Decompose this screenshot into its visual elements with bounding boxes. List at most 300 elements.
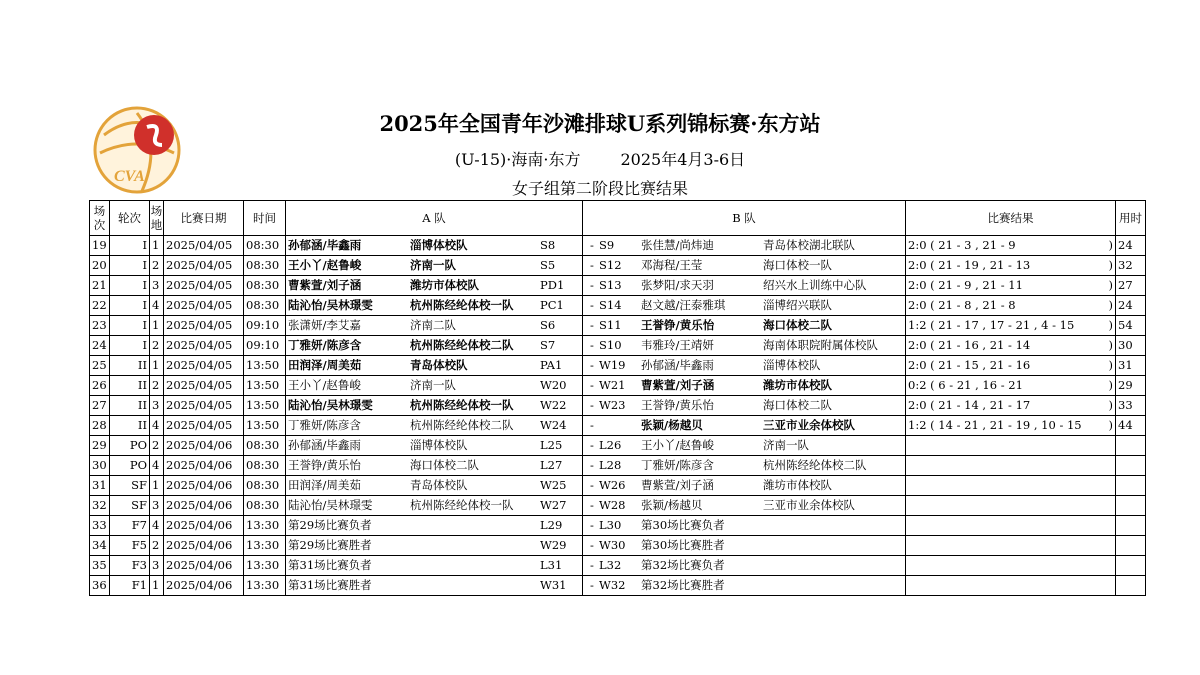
match-time: 08:30	[244, 256, 286, 276]
versus-dash: -	[590, 378, 594, 392]
team-b-cell	[583, 336, 906, 356]
table-row	[90, 236, 1146, 256]
team-a-code: W27	[540, 498, 567, 512]
match-date: 2025/04/05	[164, 416, 244, 436]
match-time: 13:30	[244, 516, 286, 536]
team-b-cell	[583, 476, 906, 496]
round: I	[110, 316, 150, 336]
duration	[1116, 576, 1146, 596]
match-no: 36	[90, 576, 110, 596]
match-no: 31	[90, 476, 110, 496]
table-row	[90, 516, 1146, 536]
duration	[1116, 476, 1146, 496]
round: F1	[110, 576, 150, 596]
col-team-a: A 队	[286, 201, 583, 236]
team-a-cell	[286, 396, 583, 416]
team-b-pair: 王小丫/赵鲁峻	[641, 438, 714, 452]
match-date: 2025/04/05	[164, 356, 244, 376]
result-cell	[906, 256, 1116, 276]
team-a-cell	[286, 576, 583, 596]
team-b-team: 淄博绍兴联队	[763, 298, 832, 312]
match-no: 34	[90, 536, 110, 556]
team-a-cell	[286, 556, 583, 576]
team-a-pair: 田润泽/周美茹	[288, 478, 361, 492]
result-close: )	[1108, 378, 1113, 392]
match-no: 29	[90, 436, 110, 456]
round: F3	[110, 556, 150, 576]
team-a-team: 青岛体校队	[410, 478, 468, 492]
court: 4	[150, 456, 164, 476]
versus-dash: -	[590, 518, 594, 532]
result-score: 2:0 ( 21 - 3 , 21 - 9	[908, 238, 1016, 252]
round: II	[110, 356, 150, 376]
team-a-code: L27	[540, 458, 563, 472]
match-time: 13:30	[244, 536, 286, 556]
table-row	[90, 356, 1146, 376]
result-cell	[906, 576, 1116, 596]
versus-dash: -	[590, 538, 594, 552]
team-b-team: 济南一队	[763, 438, 809, 452]
team-a-pair: 第29场比赛负者	[288, 518, 372, 532]
team-b-team: 潍坊市体校队	[763, 378, 832, 392]
result-cell	[906, 376, 1116, 396]
court: 4	[150, 416, 164, 436]
team-b-pair: 孙郁涵/毕鑫雨	[641, 358, 714, 372]
result-cell	[906, 516, 1116, 536]
team-a-pair: 王小丫/赵鲁峻	[288, 258, 362, 272]
match-no: 32	[90, 496, 110, 516]
team-b-code: L32	[599, 558, 622, 572]
page-title: 2025年全国青年沙滩排球U系列锦标赛·东方站	[379, 111, 821, 136]
team-b-team: 绍兴水上训练中心队	[763, 278, 867, 292]
round: II	[110, 396, 150, 416]
duration: 44	[1116, 416, 1146, 436]
versus-dash: -	[590, 298, 594, 312]
team-b-cell	[583, 296, 906, 316]
team-b-code: W30	[599, 538, 626, 552]
team-a-team: 杭州陈经纶体校一队	[410, 298, 514, 312]
versus-dash: -	[590, 278, 594, 292]
court: 4	[150, 516, 164, 536]
result-cell	[906, 456, 1116, 476]
team-a-team: 杭州陈经纶体校二队	[410, 418, 514, 432]
versus-dash: -	[590, 358, 594, 372]
team-a-cell	[286, 296, 583, 316]
col-round: 轮次	[110, 201, 150, 236]
team-a-code: W31	[540, 578, 567, 592]
match-time: 09:10	[244, 336, 286, 356]
match-no: 28	[90, 416, 110, 436]
table-row	[90, 316, 1146, 336]
team-a-cell	[286, 356, 583, 376]
result-close: )	[1108, 318, 1113, 332]
col-duration: 用时	[1116, 201, 1146, 236]
team-b-pair: 曹紫萱/刘子涵	[641, 378, 715, 392]
round: I	[110, 296, 150, 316]
team-a-pair: 第31场比赛胜者	[288, 578, 372, 592]
versus-dash: -	[590, 258, 594, 272]
team-a-cell	[286, 416, 583, 436]
team-b-team: 海口体校二队	[763, 318, 832, 332]
round: F7	[110, 516, 150, 536]
table-row	[90, 376, 1146, 396]
result-score: 2:0 ( 21 - 9 , 21 - 11	[908, 278, 1023, 292]
match-date: 2025/04/05	[164, 316, 244, 336]
logo-text: CVA	[114, 168, 145, 185]
match-no: 30	[90, 456, 110, 476]
team-b-team: 海口体校二队	[763, 398, 832, 412]
table-row	[90, 276, 1146, 296]
result-cell	[906, 336, 1116, 356]
team-a-cell	[286, 336, 583, 356]
team-a-cell	[286, 516, 583, 536]
team-a-cell	[286, 316, 583, 336]
team-a-code: W24	[540, 418, 567, 432]
round: PO	[110, 456, 150, 476]
result-cell	[906, 236, 1116, 256]
team-a-team: 济南一队	[410, 378, 456, 392]
team-a-team: 杭州陈经纶体校一队	[410, 398, 514, 412]
team-b-code: W28	[599, 498, 626, 512]
table-row	[90, 296, 1146, 316]
team-b-team: 三亚市业余体校队	[763, 498, 855, 512]
team-a-pair: 第31场比赛负者	[288, 558, 372, 572]
team-a-code: PC1	[540, 298, 564, 312]
match-time: 08:30	[244, 476, 286, 496]
result-cell	[906, 496, 1116, 516]
team-b-cell	[583, 316, 906, 336]
round: F5	[110, 536, 150, 556]
match-time: 13:50	[244, 396, 286, 416]
match-no: 27	[90, 396, 110, 416]
match-no: 24	[90, 336, 110, 356]
match-no: 26	[90, 376, 110, 396]
team-a-code: L29	[540, 518, 563, 532]
team-b-cell	[583, 376, 906, 396]
result-score: 2:0 ( 21 - 8 , 21 - 8	[908, 298, 1016, 312]
duration: 31	[1116, 356, 1146, 376]
duration	[1116, 536, 1146, 556]
team-a-cell	[286, 256, 583, 276]
team-b-code: L28	[599, 458, 622, 472]
result-close: )	[1108, 398, 1113, 412]
team-b-pair: 张佳慧/尚炜迪	[641, 238, 714, 252]
team-b-cell	[583, 416, 906, 436]
team-a-pair: 陆沁怡/吴林璟雯	[288, 498, 373, 512]
team-a-code: S7	[540, 338, 556, 352]
team-b-code: S9	[599, 238, 615, 252]
team-b-cell	[583, 276, 906, 296]
duration	[1116, 496, 1146, 516]
team-b-code: L30	[599, 518, 622, 532]
table-row	[90, 416, 1146, 436]
team-b-team: 淄博体校队	[763, 358, 821, 372]
versus-dash: -	[590, 418, 594, 432]
match-date: 2025/04/05	[164, 396, 244, 416]
court: 1	[150, 316, 164, 336]
team-b-pair: 张梦阳/求天羽	[641, 278, 714, 292]
match-date: 2025/04/05	[164, 256, 244, 276]
team-a-team: 青岛体校队	[410, 358, 468, 372]
court: 2	[150, 536, 164, 556]
match-no: 22	[90, 296, 110, 316]
team-b-team: 三亚市业余体校队	[763, 418, 855, 432]
team-b-code: S14	[599, 298, 622, 312]
round: II	[110, 416, 150, 436]
team-a-team: 淄博体校队	[410, 238, 468, 252]
col-match-no: 场次	[90, 201, 110, 236]
table-row	[90, 496, 1146, 516]
team-a-code: L25	[540, 438, 563, 452]
match-time: 13:30	[244, 556, 286, 576]
team-a-pair: 孙郁涵/毕鑫雨	[288, 238, 362, 252]
team-b-pair: 第30场比赛负者	[641, 518, 725, 532]
table-row	[90, 536, 1146, 556]
match-no: 20	[90, 256, 110, 276]
team-a-code: S5	[540, 258, 556, 272]
col-team-b: B 队	[583, 201, 906, 236]
result-score: 1:2 ( 14 - 21 , 21 - 19 , 10 - 15	[908, 418, 1082, 432]
round: PO	[110, 436, 150, 456]
team-b-cell	[583, 236, 906, 256]
team-a-cell	[286, 536, 583, 556]
team-b-code: S11	[599, 318, 622, 332]
versus-dash: -	[590, 318, 594, 332]
result-close: )	[1108, 238, 1113, 252]
match-date: 2025/04/05	[164, 276, 244, 296]
team-a-code: PD1	[540, 278, 565, 292]
match-no: 19	[90, 236, 110, 256]
team-b-code: W19	[599, 358, 626, 372]
result-cell	[906, 316, 1116, 336]
match-date: 2025/04/06	[164, 496, 244, 516]
sheet-title: 女子组第二阶段比赛结果	[511, 179, 688, 198]
team-b-code: W21	[599, 378, 626, 392]
team-a-pair: 陆沁怡/吴林璟雯	[288, 298, 373, 312]
match-time: 08:30	[244, 296, 286, 316]
team-b-pair: 邓海程/王莹	[641, 258, 703, 272]
table-row	[90, 576, 1146, 596]
match-date: 2025/04/05	[164, 336, 244, 356]
team-a-pair: 王小丫/赵鲁峻	[288, 378, 361, 392]
team-a-pair: 田润泽/周美茹	[288, 358, 362, 372]
table-row	[90, 256, 1146, 276]
round: I	[110, 236, 150, 256]
duration: 27	[1116, 276, 1146, 296]
col-court: 场地	[150, 201, 164, 236]
result-close: )	[1108, 358, 1113, 372]
versus-dash: -	[590, 338, 594, 352]
team-a-code: S6	[540, 318, 556, 332]
team-a-pair: 陆沁怡/吴林璟雯	[288, 398, 373, 412]
team-b-cell	[583, 556, 906, 576]
team-a-code: W29	[540, 538, 567, 552]
table-row	[90, 396, 1146, 416]
result-close: )	[1108, 338, 1113, 352]
match-date: 2025/04/06	[164, 536, 244, 556]
team-a-pair: 丁雅妍/陈彦含	[288, 418, 361, 432]
team-b-pair: 赵文越/汪泰雅琪	[641, 298, 726, 312]
team-b-code: L26	[599, 438, 622, 452]
match-time: 08:30	[244, 236, 286, 256]
match-date: 2025/04/06	[164, 436, 244, 456]
round: II	[110, 376, 150, 396]
result-cell	[906, 356, 1116, 376]
team-b-code: S12	[599, 258, 622, 272]
match-time: 09:10	[244, 316, 286, 336]
team-a-pair: 王誉铮/黄乐怡	[288, 458, 361, 472]
table-row	[90, 476, 1146, 496]
court: 3	[150, 396, 164, 416]
team-a-pair: 第29场比赛胜者	[288, 538, 372, 552]
result-score: 2:0 ( 21 - 19 , 21 - 13	[908, 258, 1031, 272]
versus-dash: -	[590, 438, 594, 452]
team-a-cell	[286, 276, 583, 296]
subtitle-dates: 2025年4月3-6日	[620, 150, 746, 169]
result-close: )	[1108, 418, 1113, 432]
team-a-team: 济南一队	[410, 258, 456, 272]
team-a-team: 淄博体校队	[410, 438, 468, 452]
team-a-code: S8	[540, 238, 556, 252]
versus-dash: -	[590, 238, 594, 252]
team-b-team: 海南体职院附属体校队	[763, 338, 878, 352]
match-date: 2025/04/06	[164, 556, 244, 576]
team-a-code: W22	[540, 398, 567, 412]
result-cell	[906, 396, 1116, 416]
versus-dash: -	[590, 498, 594, 512]
result-cell	[906, 476, 1116, 496]
court: 1	[150, 356, 164, 376]
table-row	[90, 436, 1146, 456]
court: 1	[150, 576, 164, 596]
team-b-cell	[583, 256, 906, 276]
team-b-cell	[583, 396, 906, 416]
court: 1	[150, 236, 164, 256]
result-score: 1:2 ( 21 - 17 , 17 - 21 , 4 - 15	[908, 318, 1075, 332]
round: I	[110, 336, 150, 356]
duration	[1116, 556, 1146, 576]
round: SF	[110, 496, 150, 516]
result-cell	[906, 556, 1116, 576]
table-header-row	[90, 201, 1146, 236]
match-time: 08:30	[244, 276, 286, 296]
result-score: 0:2 ( 6 - 21 , 16 - 21	[908, 378, 1023, 392]
duration: 30	[1116, 336, 1146, 356]
versus-dash: -	[590, 398, 594, 412]
round: I	[110, 276, 150, 296]
result-close: )	[1108, 278, 1113, 292]
team-b-pair: 丁雅妍/陈彦含	[641, 458, 714, 472]
results-body	[90, 236, 1146, 596]
team-a-team: 济南二队	[410, 318, 456, 332]
results-table	[89, 200, 1146, 596]
team-a-pair: 张潇妍/李艾嘉	[288, 318, 361, 332]
duration	[1116, 516, 1146, 536]
team-a-cell	[286, 376, 583, 396]
team-a-pair: 丁雅妍/陈彦含	[288, 338, 362, 352]
match-date: 2025/04/06	[164, 456, 244, 476]
match-no: 33	[90, 516, 110, 536]
result-score: 2:0 ( 21 - 16 , 21 - 14	[908, 338, 1031, 352]
table-row	[90, 336, 1146, 356]
result-score: 2:0 ( 21 - 15 , 21 - 16	[908, 358, 1031, 372]
team-a-cell	[286, 456, 583, 476]
versus-dash: -	[590, 478, 594, 492]
team-a-pair: 曹紫萱/刘子涵	[288, 278, 362, 292]
result-cell	[906, 436, 1116, 456]
court: 3	[150, 276, 164, 296]
result-cell	[906, 536, 1116, 556]
team-a-code: PA1	[540, 358, 563, 372]
match-date: 2025/04/05	[164, 296, 244, 316]
team-a-pair: 孙郁涵/毕鑫雨	[288, 438, 361, 452]
versus-dash: -	[590, 558, 594, 572]
team-b-team: 杭州陈经纶体校二队	[763, 458, 867, 472]
match-no: 21	[90, 276, 110, 296]
team-a-cell	[286, 436, 583, 456]
team-b-team: 海口体校一队	[763, 258, 832, 272]
team-b-cell	[583, 536, 906, 556]
court: 1	[150, 476, 164, 496]
duration: 29	[1116, 376, 1146, 396]
round: SF	[110, 476, 150, 496]
team-b-cell	[583, 496, 906, 516]
result-score: 2:0 ( 21 - 14 , 21 - 17	[908, 398, 1031, 412]
team-a-team: 杭州陈经纶体校一队	[410, 498, 514, 512]
versus-dash: -	[590, 578, 594, 592]
team-b-code: W23	[599, 398, 626, 412]
match-date: 2025/04/05	[164, 236, 244, 256]
court: 4	[150, 296, 164, 316]
team-b-pair: 第30场比赛胜者	[641, 538, 725, 552]
duration: 54	[1116, 316, 1146, 336]
match-no: 35	[90, 556, 110, 576]
court: 3	[150, 496, 164, 516]
court: 2	[150, 256, 164, 276]
duration: 32	[1116, 256, 1146, 276]
team-b-pair: 王誉铮/黄乐怡	[641, 318, 715, 332]
result-cell	[906, 296, 1116, 316]
match-time: 13:50	[244, 416, 286, 436]
col-result: 比赛结果	[906, 201, 1116, 236]
team-b-code: S10	[599, 338, 622, 352]
court: 2	[150, 376, 164, 396]
versus-dash: -	[590, 458, 594, 472]
page-subtitle	[300, 147, 900, 170]
result-close: )	[1108, 258, 1113, 272]
team-a-cell	[286, 236, 583, 256]
team-b-pair: 王誉铮/黄乐怡	[641, 398, 714, 412]
duration	[1116, 436, 1146, 456]
court: 2	[150, 436, 164, 456]
team-b-cell	[583, 436, 906, 456]
team-b-pair: 曹紫萱/刘子涵	[641, 478, 714, 492]
team-a-code: W25	[540, 478, 567, 492]
team-b-pair: 第32场比赛负者	[641, 558, 725, 572]
team-a-code: L31	[540, 558, 563, 572]
team-a-cell	[286, 476, 583, 496]
team-a-code: W20	[540, 378, 567, 392]
court: 2	[150, 336, 164, 356]
match-time: 08:30	[244, 496, 286, 516]
team-b-pair: 张颖/杨越贝	[641, 418, 703, 432]
team-b-code: W26	[599, 478, 626, 492]
team-b-pair: 韦雅玲/王靖妍	[641, 338, 714, 352]
team-b-team: 青岛体校湖北联队	[763, 238, 855, 252]
cva-logo	[92, 105, 182, 195]
team-a-team: 海口体校二队	[410, 458, 479, 472]
team-b-pair: 张颖/杨越贝	[641, 498, 703, 512]
